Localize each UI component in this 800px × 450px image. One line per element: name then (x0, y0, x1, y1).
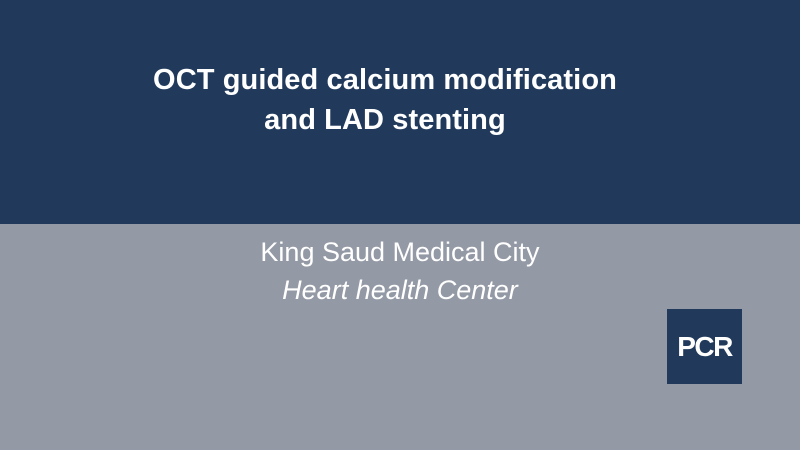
title-line-2: and LAD stenting (264, 104, 506, 136)
title-line-1: OCT guided calcium modification (153, 64, 617, 96)
institution-name: King Saud Medical City (260, 237, 540, 267)
slide-subtitle (0, 233, 800, 309)
pcr-logo (667, 309, 742, 384)
department-name: Heart health Center (282, 275, 518, 305)
pcr-logo-text: PCR (677, 330, 732, 362)
slide-title (0, 60, 770, 140)
